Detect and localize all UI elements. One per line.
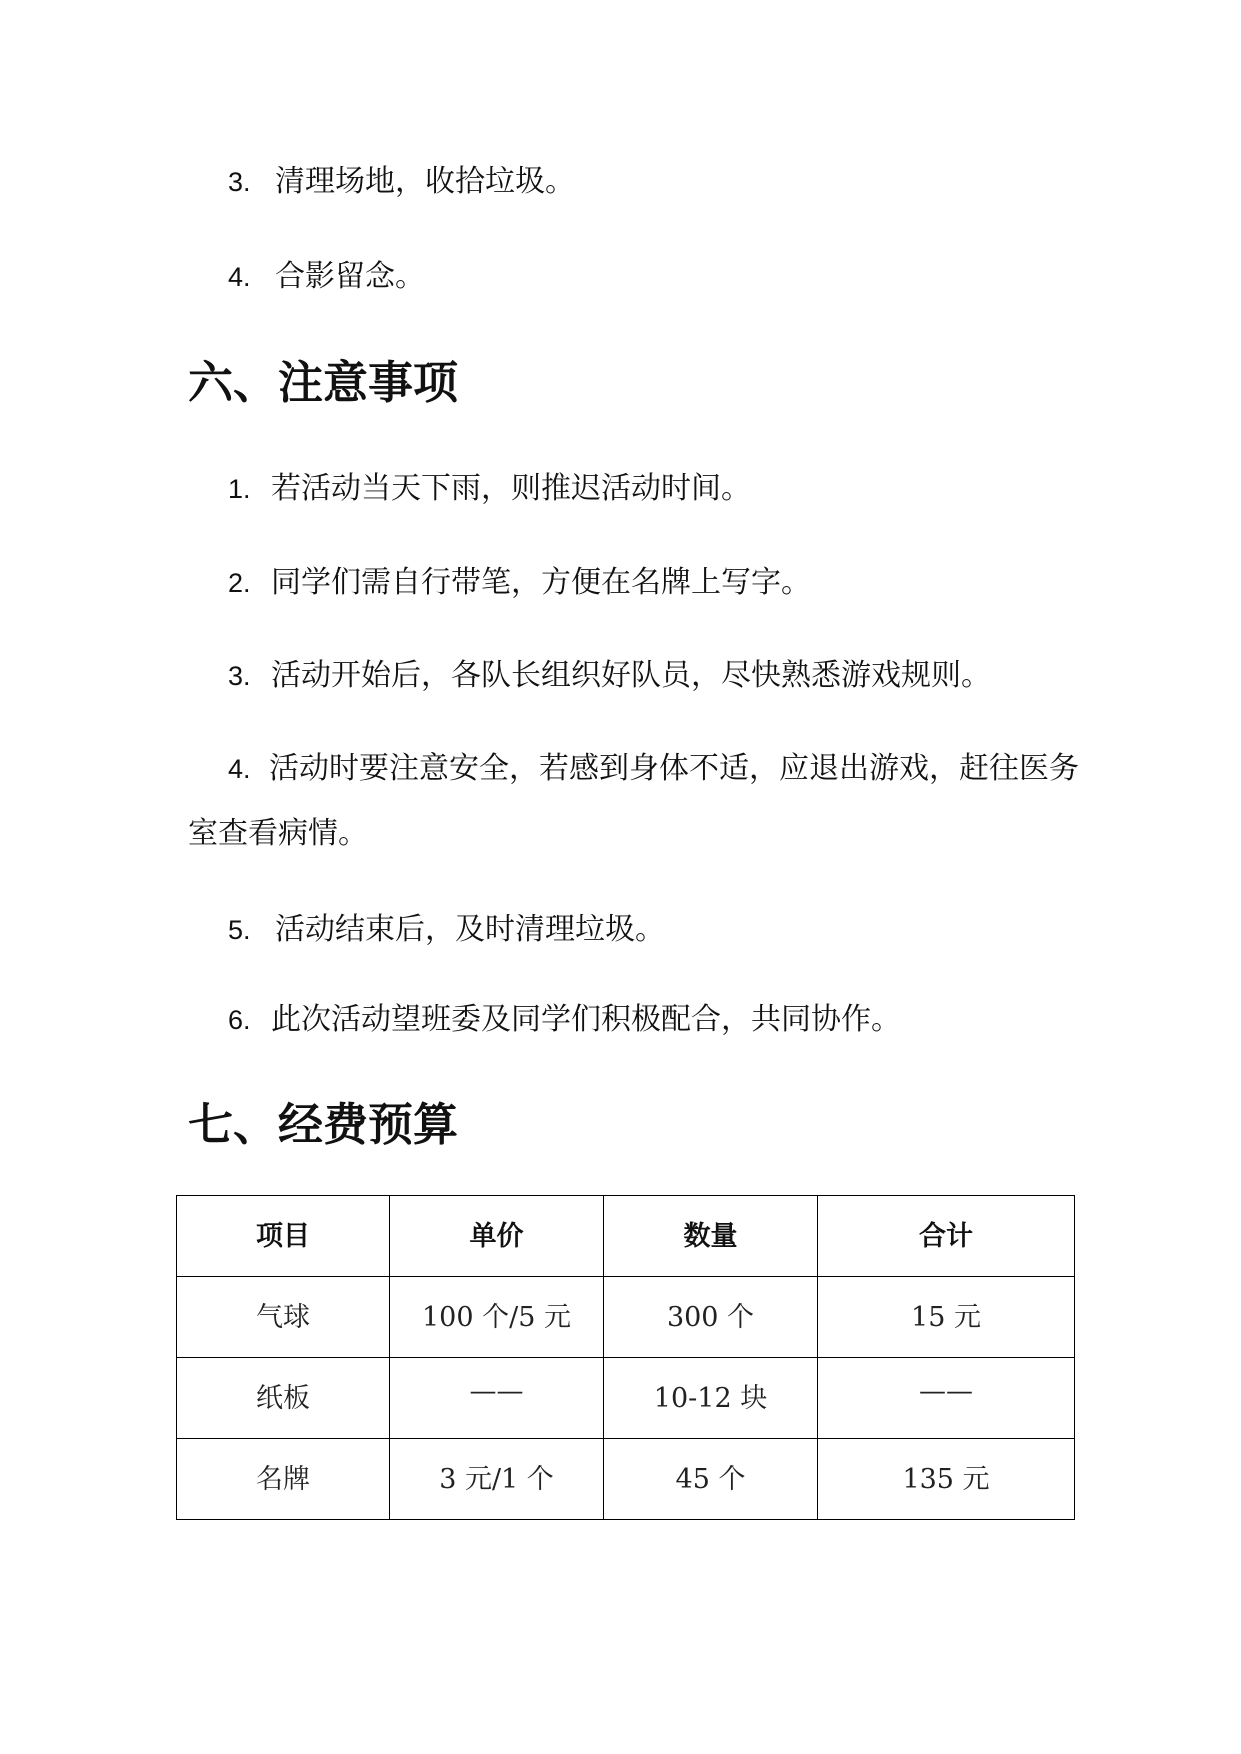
list-number: 3. <box>228 661 251 691</box>
list-item <box>228 1000 901 1040</box>
list-text: 此次活动望班委及同学们积极配合，共同协作。 <box>271 1002 901 1037</box>
list-item <box>228 749 1079 789</box>
budget-table <box>176 1195 1075 1520</box>
table-cell: 45 个 <box>604 1439 818 1520</box>
table-row <box>177 1439 1075 1520</box>
list-text: 同学们需自行带笔，方便在名牌上写字。 <box>271 565 811 600</box>
list-item <box>228 563 811 603</box>
list-number: 2. <box>228 568 251 598</box>
list-item <box>228 162 575 202</box>
table-cell: 135 元 <box>818 1439 1075 1520</box>
list-text: 合影留念。 <box>275 259 425 294</box>
list-number: 1. <box>228 474 251 504</box>
list-number: 4. <box>228 754 251 784</box>
table-header-cell: 合计 <box>818 1196 1075 1277</box>
list-number: 3. <box>228 167 251 197</box>
table-cell: 3 元/1 个 <box>390 1439 604 1520</box>
list-number: 5. <box>228 915 251 945</box>
table-cell: 气球 <box>177 1277 390 1358</box>
table-cell: 10-12 块 <box>604 1358 818 1439</box>
list-number: 4. <box>228 262 251 292</box>
table-header-cell: 数量 <box>604 1196 818 1277</box>
table-row <box>177 1358 1075 1439</box>
list-text: 活动结束后，及时清理垃圾。 <box>275 912 665 947</box>
list-item-continuation: 室查看病情。 <box>188 816 368 851</box>
list-item <box>228 656 991 696</box>
list-text: 活动开始后，各队长组织好队员，尽快熟悉游戏规则。 <box>271 658 991 693</box>
list-number: 6. <box>228 1005 251 1035</box>
table-header-row <box>177 1196 1075 1277</box>
table-cell: 名牌 <box>177 1439 390 1520</box>
table-row <box>177 1277 1075 1358</box>
table-header-cell: 单价 <box>390 1196 604 1277</box>
table-header-cell: 项目 <box>177 1196 390 1277</box>
list-item <box>228 257 425 297</box>
table-cell: 100 个/5 元 <box>390 1277 604 1358</box>
section-heading: 七、经费预算 <box>188 1098 459 1151</box>
table-cell: 15 元 <box>818 1277 1075 1358</box>
table-cell: —— <box>390 1358 604 1439</box>
list-item <box>228 910 665 950</box>
list-text: 若活动当天下雨，则推迟活动时间。 <box>271 471 751 506</box>
table-cell: 纸板 <box>177 1358 390 1439</box>
list-text: 活动时要注意安全，若感到身体不适，应退出游戏，赶往医务 <box>269 751 1079 786</box>
table-cell: —— <box>818 1358 1075 1439</box>
list-text: 清理场地，收拾垃圾。 <box>275 164 575 199</box>
section-heading: 六、注意事项 <box>188 356 459 409</box>
table-cell: 300 个 <box>604 1277 818 1358</box>
list-item <box>228 469 751 509</box>
